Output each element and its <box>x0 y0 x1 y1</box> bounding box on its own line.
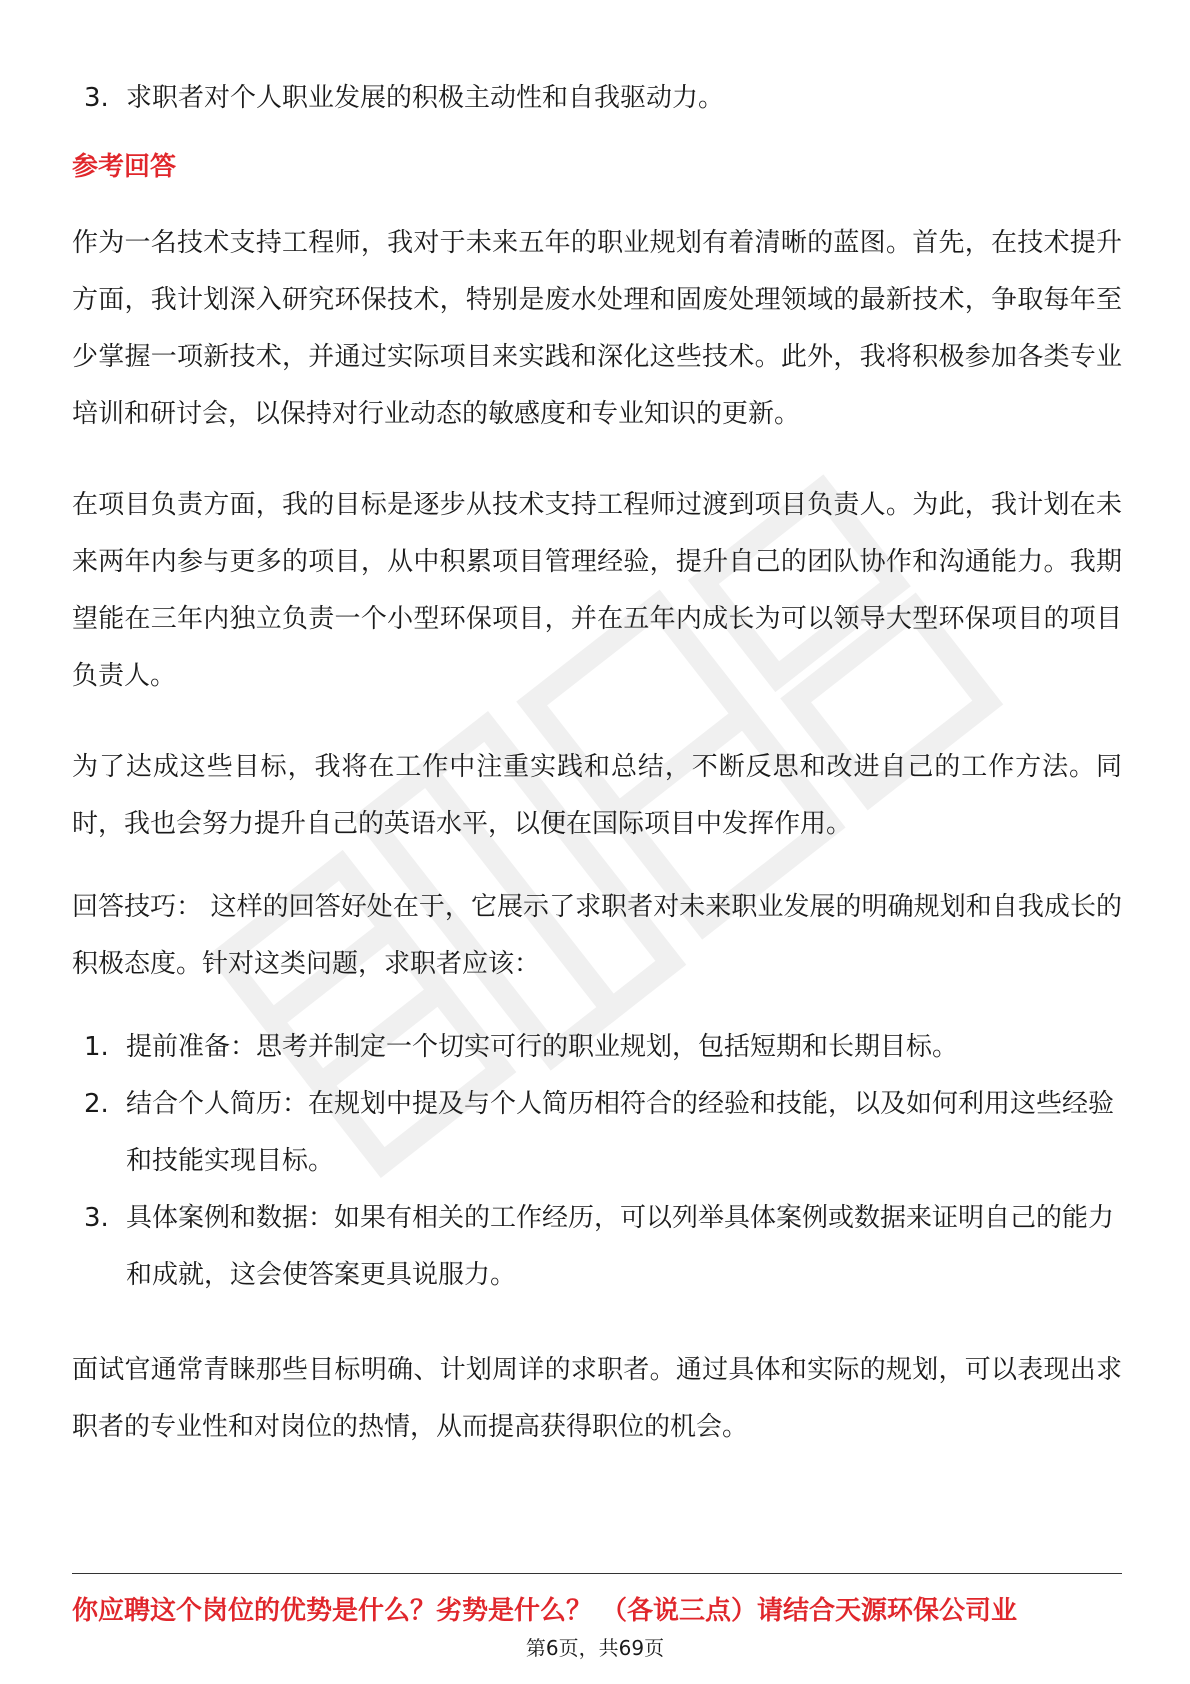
section-title-reference-answer: 参考回答 <box>72 152 177 182</box>
list-number: 3. <box>84 1203 109 1233</box>
page-number: 第6页，共69页 <box>525 1636 665 1660</box>
list-text: 结合个人简历：在规划中提及与个人简历相符合的经验和技能，以及如何利用这些经验和技能实现目标。 <box>126 1089 1115 1176</box>
list-item <box>72 1019 1122 1076</box>
answer-paragraph: 作为一名技术支持工程师，我对于未来五年的职业规划有着清晰的蓝图。首先，在技术提升方面，我计划深入研究环保技术，特别是废水处理和固废处理领域的最新技术，争取每年至少掌握一项新技术，并通过实际项目来实践和深化这些技术。此外，我将积极参加各类专业培训和研讨会，以保持对行业动态的敏感度和专业知识的更新。 <box>72 228 1122 429</box>
tips-list <box>72 1019 1122 1304</box>
list-text: 提前准备：思考并制定一个切实可行的职业规划，包括短期和长期目标。 <box>126 1032 959 1062</box>
closing-paragraph: 面试官通常青睐那些目标明确、计划周详的求职者。通过具体和实际的规划，可以表现出求职者的专业性和对岗位的热情，从而提高获得职位的机会。 <box>72 1355 1122 1442</box>
list-number: 2. <box>84 1089 109 1119</box>
answer-paragraph: 为了达成这些目标，我将在工作中注重实践和总结，不断反思和改进自己的工作方法。同时，我也会努力提升自己的英语水平，以便在国际项目中发挥作用。 <box>72 752 1122 839</box>
tips-intro: 回答技巧： 这样的回答好处在于，它展示了求职者对未来职业发展的明确规划和自我成长的积极态度。针对这类问题，求职者应该： <box>72 892 1122 979</box>
next-question-heading: 你应聘这个岗位的优势是什么？劣势是什么？ （各说三点）请结合天源环保公司业 <box>72 1596 1018 1626</box>
divider <box>72 1573 1122 1574</box>
list-number: 3. <box>84 83 109 113</box>
list-item <box>72 1190 1122 1304</box>
list-item <box>72 70 1122 126</box>
list-text: 具体案例和数据：如果有相关的工作经历，可以列举具体案例或数据来证明自己的能力和成就，这会使答案更具说服力。 <box>126 1203 1115 1290</box>
main-content <box>72 70 1122 1490</box>
list-number: 1. <box>84 1032 109 1062</box>
answer-paragraph: 在项目负责方面，我的目标是逐步从技术支持工程师过渡到项目负责人。为此，我计划在未来两年内参与更多的项目，从中积累项目管理经验，提升自己的团队协作和沟通能力。我期望能在三年内独立负责一个小型环保项目，并在五年内成长为可以领导大型环保项目的项目负责人。 <box>72 490 1122 691</box>
list-text: 求职者对个人职业发展的积极主动性和自我驱动力。 <box>126 83 725 113</box>
list-item <box>72 1076 1122 1190</box>
